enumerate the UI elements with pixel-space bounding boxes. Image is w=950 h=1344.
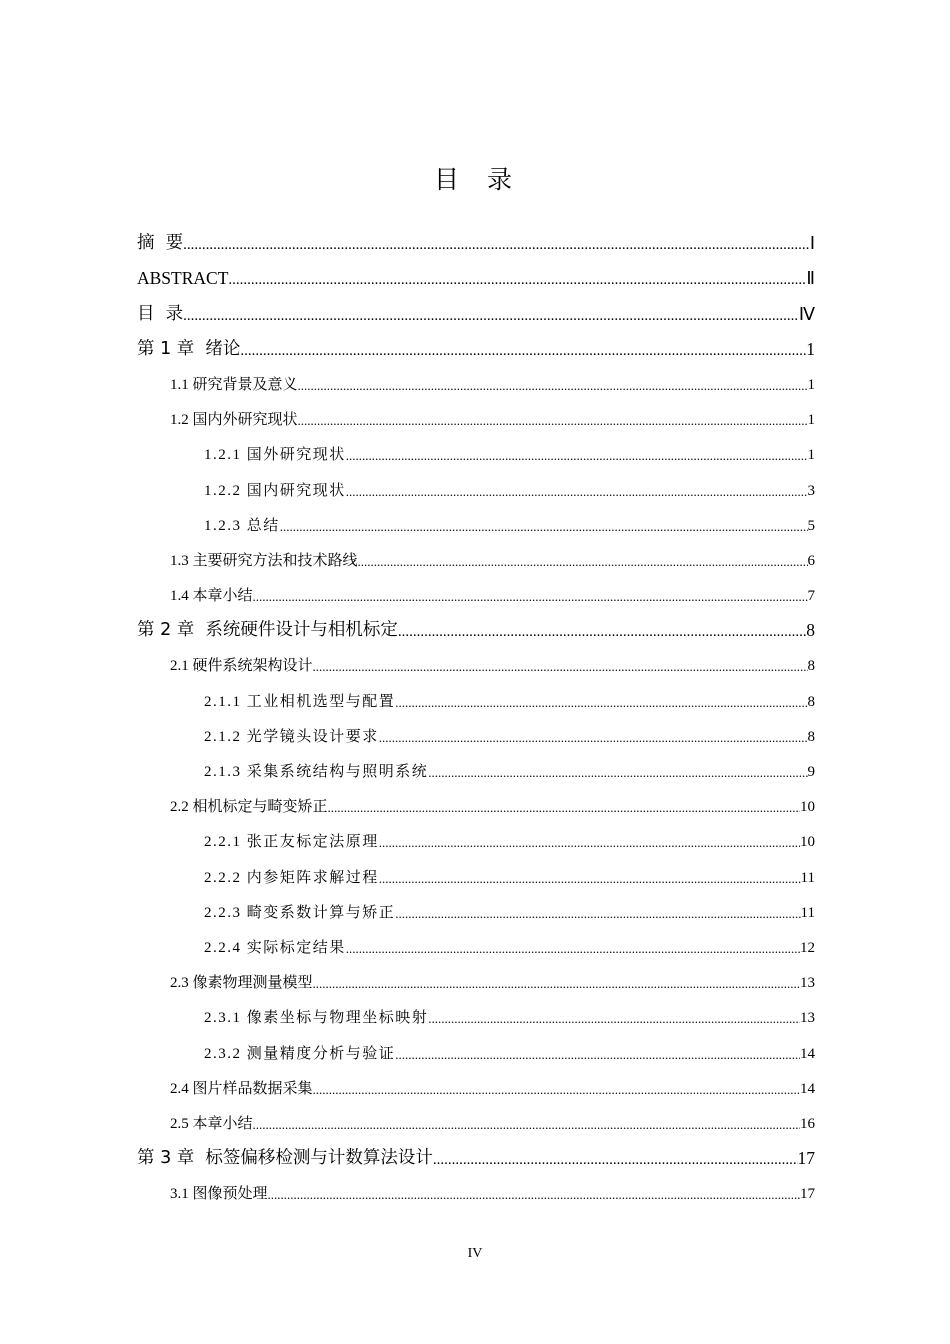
toc-entry[interactable] xyxy=(137,437,815,472)
toc-dot-leader xyxy=(313,1082,800,1098)
toc-entry-page: 8 xyxy=(807,693,815,710)
toc-entry-label: 第 3 章 标签偏移检测与计数算法设计 xyxy=(137,1148,433,1169)
toc-entry[interactable] xyxy=(137,789,815,824)
toc-entry-label: 2.1.2 光学镜头设计要求 xyxy=(204,728,379,745)
toc-dot-leader xyxy=(346,484,808,500)
page-number-footer: IV xyxy=(467,1246,483,1261)
toc-entry-label: 2.3.2 测量精度分析与验证 xyxy=(204,1045,396,1062)
toc-entry-label: 第 1 章 绪论 xyxy=(137,338,241,359)
toc-entry-page: 11 xyxy=(800,904,815,921)
toc-entry-label: 1.2 国内外研究现状 xyxy=(170,412,298,429)
toc-entry-label: 2.5 本章小结 xyxy=(170,1115,253,1132)
toc-entry[interactable] xyxy=(137,1035,815,1070)
toc-entry-page: 7 xyxy=(807,588,815,605)
toc-entry-label: 3.1 图像预处理 xyxy=(170,1186,268,1203)
table-of-contents xyxy=(137,226,815,1211)
toc-dot-leader xyxy=(298,413,808,429)
toc-entry-label: 2.4 图片样品数据采集 xyxy=(170,1080,313,1097)
toc-entry-label: 2.3 像素物理测量模型 xyxy=(170,975,313,992)
toc-entry[interactable] xyxy=(137,824,815,859)
toc-entry-page: 9 xyxy=(807,764,815,780)
toc-entry[interactable] xyxy=(137,859,815,894)
toc-entry[interactable] xyxy=(137,1106,815,1141)
toc-dot-leader xyxy=(395,695,807,711)
toc-entry-label: 2.2.1 张正友标定法原理 xyxy=(204,834,379,851)
toc-dot-leader xyxy=(240,343,806,360)
toc-entry-label: 2.2 相机标定与畸变矫正 xyxy=(170,799,328,816)
toc-entry[interactable] xyxy=(137,930,815,965)
toc-dot-leader xyxy=(379,871,801,887)
toc-dot-leader xyxy=(433,1152,798,1169)
toc-entry[interactable] xyxy=(137,296,815,331)
toc-entry-page: 1 xyxy=(807,412,815,429)
toc-entry[interactable] xyxy=(137,367,815,402)
toc-dot-leader xyxy=(379,730,808,746)
toc-entry[interactable] xyxy=(137,226,815,261)
toc-entry-label: 第 2 章 系统硬件设计与相机标定 xyxy=(137,620,398,641)
page-title: 目 录 xyxy=(434,165,516,194)
toc-entry-page: 6 xyxy=(807,552,815,569)
toc-entry-page: 8 xyxy=(806,620,815,641)
toc-entry[interactable] xyxy=(137,683,815,718)
toc-entry-page: Ⅳ xyxy=(798,303,815,324)
toc-entry[interactable] xyxy=(137,578,815,613)
toc-dot-leader xyxy=(313,976,800,992)
toc-dot-leader xyxy=(395,1047,800,1063)
toc-entry-page: 5 xyxy=(807,517,815,534)
toc-entry-label: 1.1 研究背景及意义 xyxy=(170,376,298,393)
toc-entry[interactable] xyxy=(137,1141,815,1176)
toc-entry[interactable] xyxy=(137,719,815,754)
toc-dot-leader xyxy=(398,624,806,641)
toc-entry[interactable] xyxy=(137,1071,815,1106)
toc-entry-label: 2.1.3 采集系统结构与照明系统 xyxy=(204,764,429,780)
toc-entry-label: 目 录 xyxy=(137,303,184,324)
toc-dot-leader xyxy=(253,589,808,605)
toc-dot-leader xyxy=(346,941,800,957)
toc-entry-page: 8 xyxy=(807,728,815,745)
toc-entry-page: 10 xyxy=(800,799,815,816)
toc-entry-label: 1.2.2 国内研究现状 xyxy=(204,482,346,499)
toc-entry-page: 14 xyxy=(800,1080,815,1097)
toc-entry-page: 3 xyxy=(807,482,815,499)
toc-entry-page: Ⅱ xyxy=(806,268,815,289)
toc-entry-label: 2.2.3 畸变系数计算与矫正 xyxy=(204,904,396,921)
toc-entry[interactable] xyxy=(137,261,815,296)
toc-entry[interactable] xyxy=(137,754,815,789)
toc-entry-label: 2.2.4 实际标定结果 xyxy=(204,939,346,956)
toc-entry-page: 1 xyxy=(807,447,815,464)
toc-entry-page: 17 xyxy=(800,1186,815,1203)
toc-entry-label: 摘 要 xyxy=(137,233,184,254)
toc-entry[interactable] xyxy=(137,332,815,367)
toc-dot-leader xyxy=(358,554,808,570)
toc-entry[interactable] xyxy=(137,508,815,543)
toc-entry-page: 10 xyxy=(800,834,815,851)
toc-entry-page: Ⅰ xyxy=(809,233,815,254)
toc-dot-leader xyxy=(183,308,799,325)
toc-entry-page: 13 xyxy=(800,1010,815,1027)
toc-entry-page: 11 xyxy=(800,869,815,886)
toc-entry-label: 1.3 主要研究方法和技术路线 xyxy=(170,552,358,569)
toc-entry-page: 17 xyxy=(797,1148,815,1169)
toc-entry[interactable] xyxy=(137,1000,815,1035)
toc-entry[interactable] xyxy=(137,613,815,648)
toc-dot-leader xyxy=(183,237,810,254)
toc-entry[interactable] xyxy=(137,402,815,437)
toc-entry-label: ABSTRACT xyxy=(137,268,229,289)
toc-dot-leader xyxy=(346,448,808,464)
toc-entry-label: 1.4 本章小结 xyxy=(170,588,253,605)
toc-dot-leader xyxy=(313,659,808,675)
toc-entry-label: 1.2.1 国外研究现状 xyxy=(204,447,346,464)
toc-dot-leader xyxy=(379,835,800,851)
toc-dot-leader xyxy=(280,519,808,535)
toc-entry[interactable] xyxy=(137,965,815,1000)
toc-entry-page: 1 xyxy=(806,338,815,359)
toc-entry[interactable] xyxy=(137,648,815,683)
toc-dot-leader xyxy=(253,1117,800,1133)
toc-entry-page: 14 xyxy=(800,1045,815,1062)
toc-entry-label: 1.2.3 总结 xyxy=(204,517,280,534)
toc-entry-label: 2.1.1 工业相机选型与配置 xyxy=(204,693,396,710)
toc-entry-page: 12 xyxy=(800,939,815,956)
toc-dot-leader xyxy=(268,1187,800,1203)
toc-dot-leader xyxy=(395,906,800,922)
toc-entry-page: 16 xyxy=(800,1115,815,1132)
toc-entry[interactable] xyxy=(137,1176,815,1211)
toc-dot-leader xyxy=(428,1011,800,1027)
toc-entry-label: 2.2.2 内参矩阵求解过程 xyxy=(204,869,379,886)
toc-entry-page: 13 xyxy=(800,975,815,992)
toc-dot-leader xyxy=(228,272,806,289)
toc-dot-leader xyxy=(428,765,807,781)
toc-entry[interactable] xyxy=(137,895,815,930)
toc-entry-page: 1 xyxy=(807,376,815,393)
toc-dot-leader xyxy=(298,378,808,394)
toc-entry[interactable] xyxy=(137,472,815,507)
toc-entry-label: 2.1 硬件系统架构设计 xyxy=(170,658,313,675)
toc-entry-page: 8 xyxy=(807,658,815,675)
toc-entry[interactable] xyxy=(137,543,815,578)
toc-dot-leader xyxy=(328,800,800,816)
toc-entry-label: 2.3.1 像素坐标与物理坐标映射 xyxy=(204,1010,429,1027)
